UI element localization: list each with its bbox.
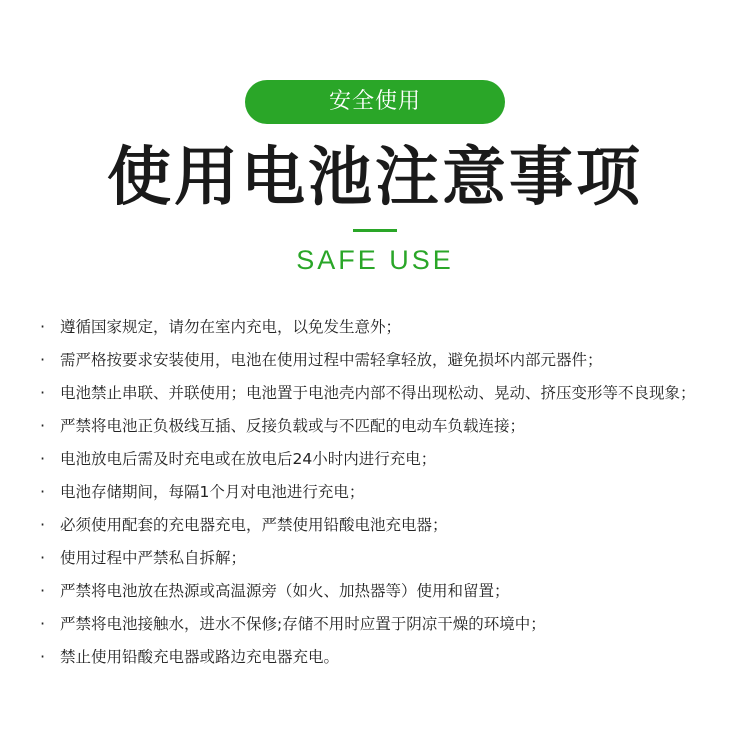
bullet-icon: ·: [40, 416, 46, 435]
page-title: 使用电池注意事项: [107, 141, 643, 215]
bullet-icon: ·: [40, 350, 46, 369]
bullet-icon: ·: [40, 647, 46, 666]
list-item: [40, 412, 740, 445]
note-text: 电池存储期间，每隔1个月对电池进行充电；: [60, 483, 365, 501]
note-text: 严禁将电池正负极线互插、反接负载或与不匹配的电动车负载连接；: [60, 417, 526, 435]
note-text: 严禁将电池放在热源或高温源旁（如火、加热器等）使用和留置；: [60, 582, 510, 600]
safe-use-badge: 安全使用: [245, 80, 505, 124]
list-item: [40, 577, 740, 610]
bullet-icon: ·: [40, 581, 46, 600]
list-item: [40, 379, 740, 412]
title-divider: [353, 229, 397, 232]
bullet-icon: ·: [40, 383, 46, 402]
list-item: [40, 643, 740, 676]
note-text: 禁止使用铅酸充电器或路边充电器充电。: [60, 648, 340, 666]
list-item: [40, 478, 740, 511]
bullet-icon: ·: [40, 614, 46, 633]
bullet-icon: ·: [40, 317, 46, 336]
page-subtitle: SAFE USE: [296, 245, 454, 275]
list-item: [40, 346, 740, 379]
bullet-icon: ·: [40, 515, 46, 534]
list-item: [40, 511, 740, 544]
note-text: 使用过程中严禁私自拆解；: [60, 549, 247, 567]
note-text: 需严格按要求安装使用，电池在使用过程中需轻拿轻放，避免损坏内部元器件；: [60, 351, 603, 369]
list-item: [40, 544, 740, 577]
notes-list: [40, 313, 740, 676]
list-item: [40, 445, 740, 478]
bullet-icon: ·: [40, 482, 46, 501]
note-text: 遵循国家规定，请勿在室内充电，以免发生意外；: [60, 318, 402, 336]
note-text: 电池放电后需及时充电或在放电后24小时内进行充电；: [60, 450, 437, 468]
note-text: 严禁将电池接触水，进水不保修;存储不用时应置于阴凉干燥的环境中；: [60, 615, 546, 633]
list-item: [40, 610, 740, 643]
bullet-icon: ·: [40, 548, 46, 567]
note-text: 必须使用配套的充电器充电，严禁使用铅酸电池充电器；: [60, 516, 448, 534]
note-text: 电池禁止串联、并联使用；电池置于电池壳内部不得出现松动、晃动、挤压变形等不良现象；: [60, 384, 696, 402]
list-item: [40, 313, 740, 346]
bullet-icon: ·: [40, 449, 46, 468]
